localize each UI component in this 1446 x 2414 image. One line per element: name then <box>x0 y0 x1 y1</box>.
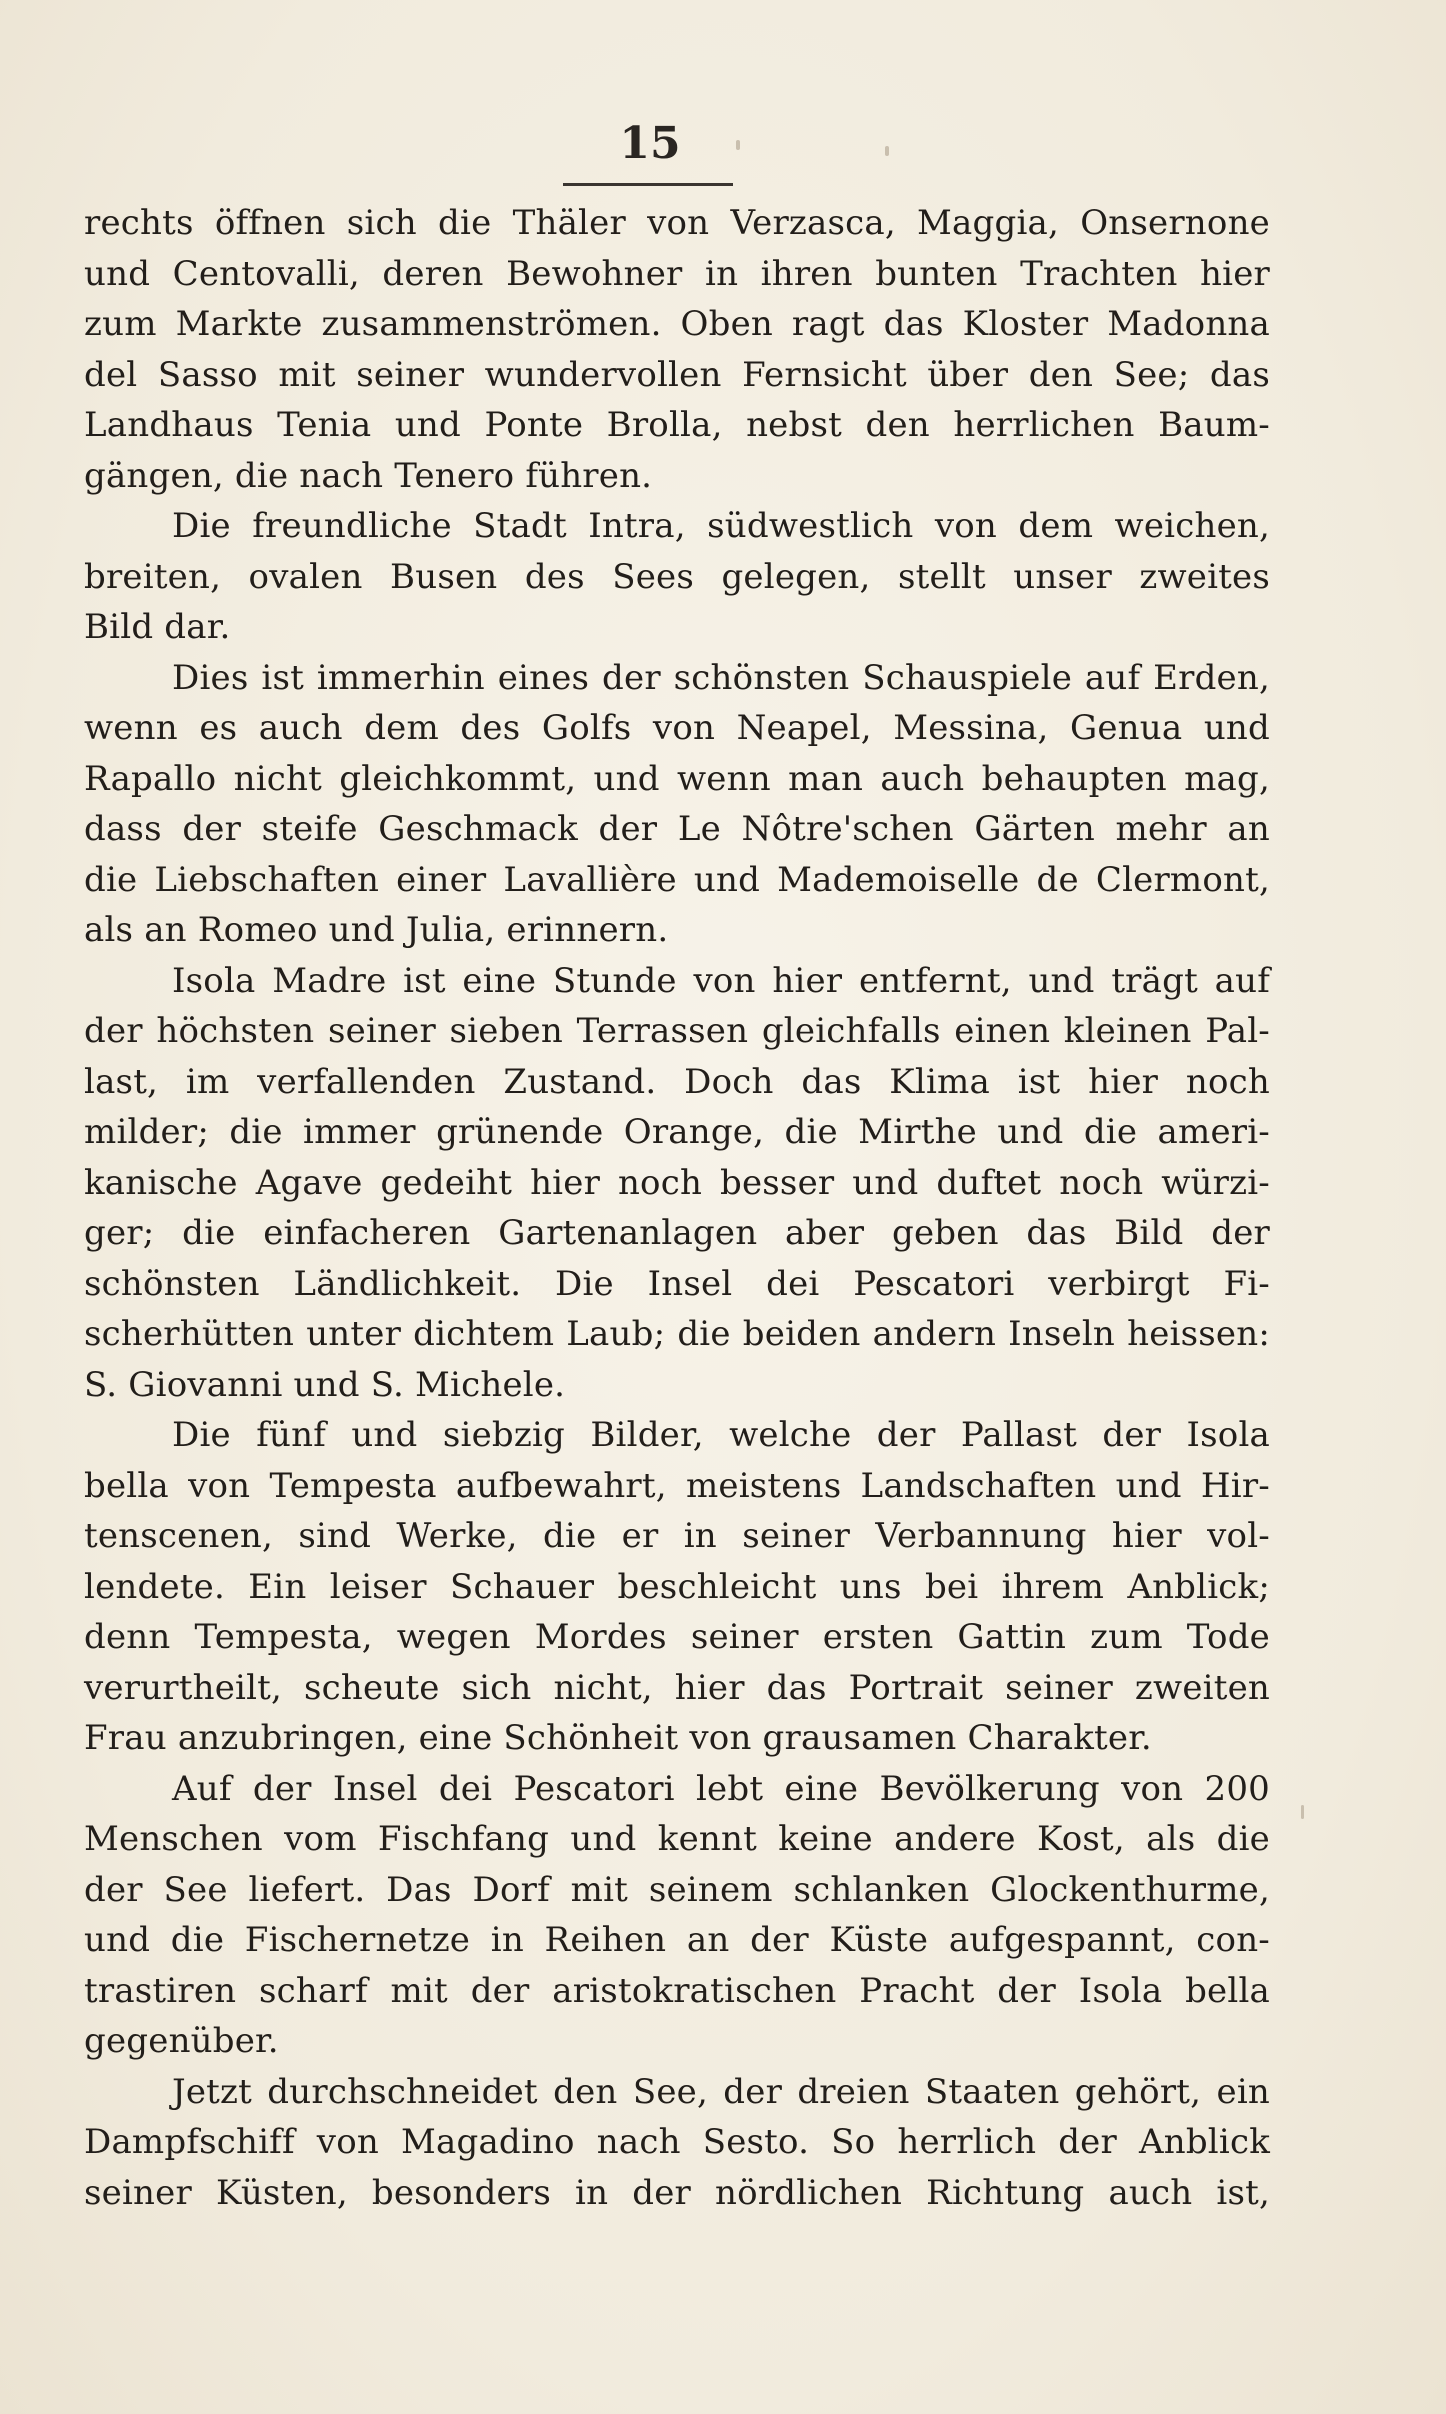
text-line: der höchsten seiner sieben Terrassen gleichfalls einen kleinen Pal- <box>84 1011 1270 1051</box>
text-line: milder; die immer grünende Orange, die Mirthe und die ameri- <box>84 1112 1270 1152</box>
text-line: Dies ist immerhin eines der schönsten Schauspiele auf Erden, <box>172 657 1270 698</box>
text-line: der See liefert. Das Dorf mit seinem schlanken Glockenthurme, <box>84 1869 1270 1910</box>
text-line: und die Fischernetze in Reihen an der Küste aufgespannt, con- <box>84 1920 1270 1960</box>
text-line: und Centovalli, deren Bewohner in ihren bunten Trachten hier <box>84 253 1270 294</box>
text-line: als an Romeo und Julia, erinnern. <box>84 910 669 950</box>
text-line: gängen, die nach Tenero führen. <box>84 455 653 496</box>
text-line: denn Tempesta, wegen Mordes seiner ersten Gattin zum Tode <box>84 1617 1270 1657</box>
page-number: 15 <box>619 118 681 169</box>
text-line: verurtheilt, scheute sich nicht, hier das Portrait seiner zweiten <box>84 1667 1270 1708</box>
text-line: Die freundliche Stadt Intra, südwestlich von dem weichen, <box>172 506 1270 546</box>
text-line: Menschen vom Fischfang und kennt keine andere Kost, als die <box>84 1819 1270 1859</box>
text-line: seiner Küsten, besonders in der nördlichen Richtung auch ist, <box>84 2172 1270 2213</box>
text-line: wenn es auch dem des Golfs von Neapel, Messina, Genua und <box>84 708 1270 748</box>
text-line: bella von Tempesta aufbewahrt, meistens Landschaften und Hir- <box>84 1465 1270 1506</box>
text-line: Frau anzubringen, eine Schönheit von grausamen Charakter. <box>84 1718 1152 1758</box>
paper-speck <box>885 146 889 156</box>
body-text <box>84 198 1270 2218</box>
text-line: Isola Madre ist eine Stunde von hier entfernt, und trägt auf <box>172 960 1270 1001</box>
text-line: gegenüber. <box>84 2021 279 2061</box>
text-line: Auf der Insel dei Pescatori lebt eine Bevölkerung von 200 <box>172 1768 1270 1809</box>
text-line: ger; die einfacheren Gartenanlagen aber geben das Bild der <box>84 1213 1270 1253</box>
text-line: tenscenen, sind Werke, die er in seiner Verbannung hier vol- <box>84 1516 1270 1556</box>
text-line: dass der steife Geschmack der Le Nôtre'schen Gärten mehr an <box>84 809 1270 849</box>
text-line: rechts öffnen sich die Thäler von Verzasca, Maggia, Onsernone <box>84 203 1270 243</box>
text-line: S. Giovanni und S. Michele. <box>84 1364 566 1405</box>
text-line: zum Markte zusammenströmen. Oben ragt das Kloster Madonna <box>84 304 1270 344</box>
text-line: kanische Agave gedeiht hier noch besser und duftet noch würzi- <box>84 1162 1270 1203</box>
text-line: Jetzt durchschneidet den See, der dreien Staaten gehört, ein <box>172 2071 1270 2112</box>
text-line: lendete. Ein leiser Schauer beschleicht uns bei ihrem Anblick; <box>84 1566 1270 1607</box>
text-line: schönsten Ländlichkeit. Die Insel dei Pescatori verbirgt Fi- <box>84 1263 1270 1304</box>
text-line: Dampfschiff von Magadino nach Sesto. So herrlich der Anblick <box>84 2122 1270 2162</box>
text-line: trastiren scharf mit der aristokratischen Pracht der Isola bella <box>84 1970 1270 2011</box>
paper-speck <box>1301 1805 1304 1819</box>
text-line: last, im verfallenden Zustand. Doch das Klima ist hier noch <box>84 1061 1270 1102</box>
text-line: Rapallo nicht gleichkommt, und wenn man auch behaupten mag, <box>84 758 1270 799</box>
page-number-rule <box>563 183 733 186</box>
text-line: del Sasso mit seiner wundervollen Fernsicht über den See; das <box>84 354 1270 395</box>
text-line: die Liebschaften einer Lavallière und Mademoiselle de Clermont, <box>84 859 1270 900</box>
text-line: Die fünf und siebzig Bilder, welche der Pallast der Isola <box>172 1415 1270 1455</box>
text-line: Landhaus Tenia und Ponte Brolla, nebst den herrlichen Baum- <box>84 405 1270 445</box>
text-line: scherhütten unter dichtem Laub; die beiden andern Inseln heissen: <box>84 1314 1270 1354</box>
paper-speck <box>736 140 740 150</box>
text-line: Bild dar. <box>84 607 231 647</box>
text-line: breiten, ovalen Busen des Sees gelegen, stellt unser zweites <box>84 556 1270 597</box>
